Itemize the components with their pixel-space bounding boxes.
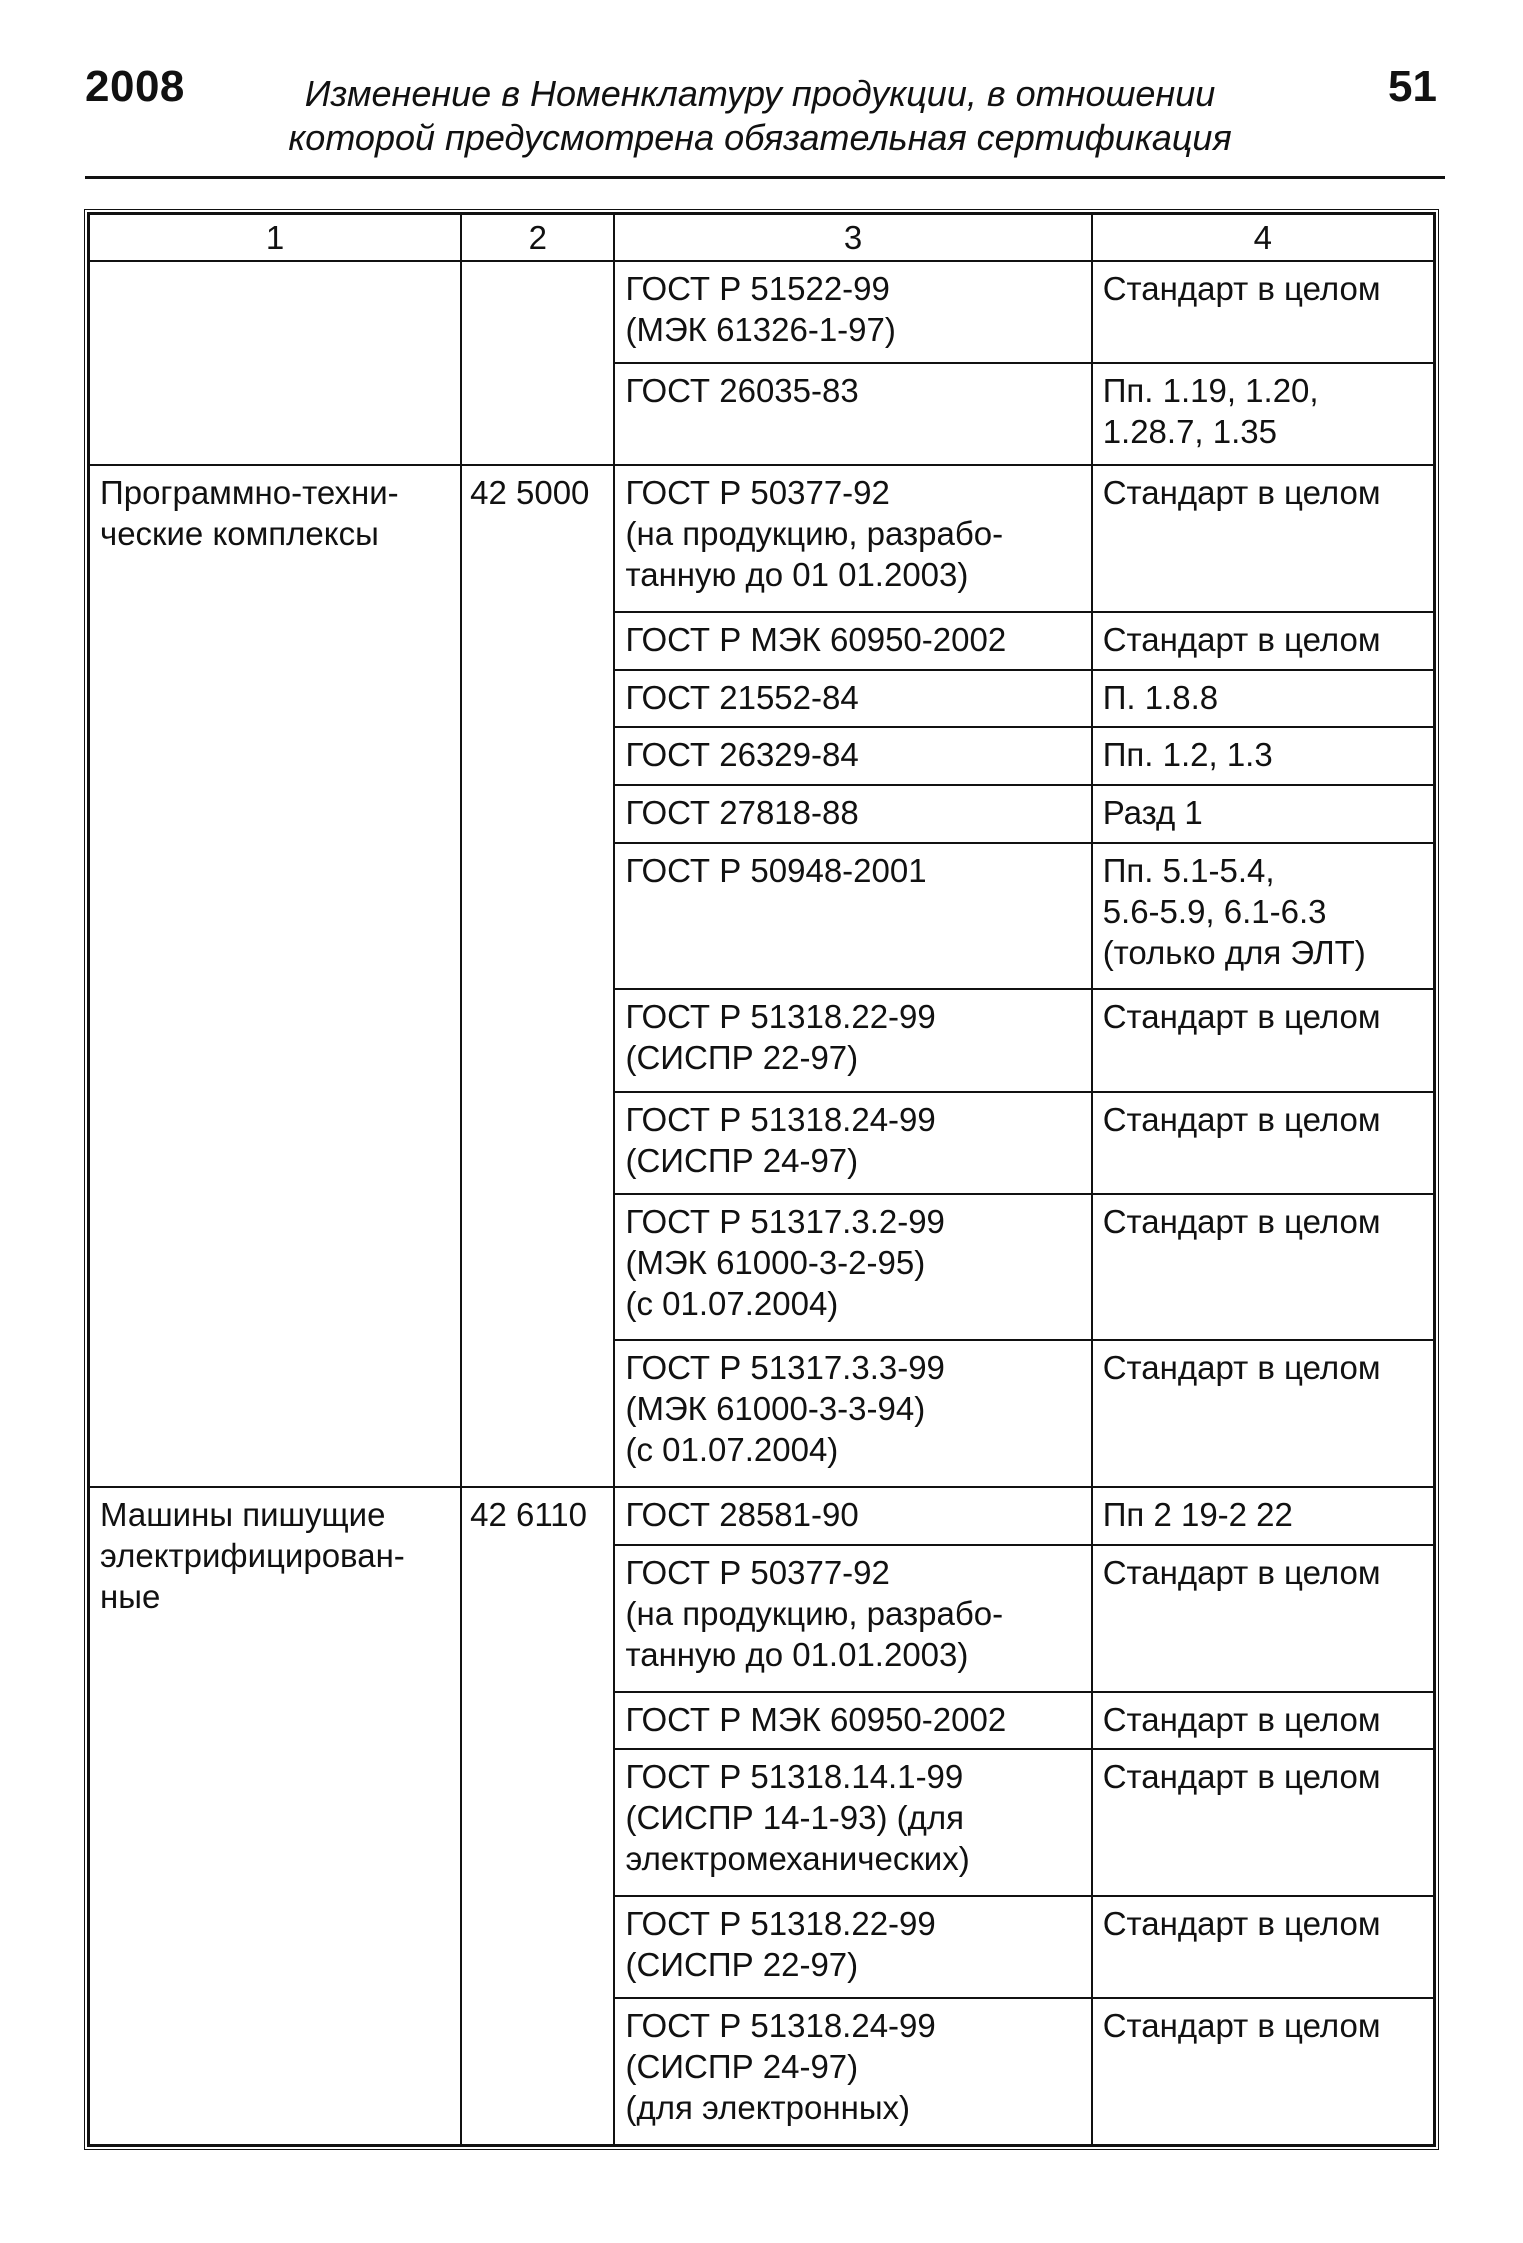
header-row bbox=[89, 214, 1434, 261]
standard-line: ГОСТ Р 51318.22-99 bbox=[625, 1904, 936, 1942]
standard-line: (с 01.07.2004) bbox=[625, 1431, 839, 1469]
scope-line: Стандарт в целом bbox=[1102, 1758, 1381, 1796]
scope-line: Пп. 1.2, 1.3 bbox=[1102, 736, 1273, 774]
standard-cell bbox=[614, 670, 1091, 728]
standard-line: ГОСТ 27818-88 bbox=[625, 793, 859, 831]
scope-cell bbox=[1092, 1998, 1434, 2145]
scope-line: Стандарт в целом bbox=[1102, 270, 1381, 307]
scope-line: 1.28.7, 1.35 bbox=[1102, 413, 1278, 451]
standard-line: ГОСТ Р 50377-92 bbox=[625, 1553, 890, 1591]
standard-cell bbox=[614, 1340, 1091, 1487]
product-name-line: ные bbox=[100, 1578, 161, 1616]
standard-line: (для электронных) bbox=[625, 2089, 911, 2127]
scope-cell bbox=[1092, 1692, 1434, 1750]
standard-cell bbox=[614, 465, 1091, 612]
standard-cell bbox=[614, 261, 1091, 363]
scope-line: Стандарт в целом bbox=[1102, 621, 1381, 659]
standards-table bbox=[88, 213, 1435, 2146]
header-divider bbox=[85, 176, 1445, 179]
standard-line: ГОСТ Р 50948-2001 bbox=[625, 851, 927, 889]
title-line-1: Изменение в Номенклатуру продукции, в отношении bbox=[304, 73, 1216, 114]
standard-line: ГОСТ Р 50377-92 bbox=[625, 474, 890, 512]
standard-line: (МЭК 61326-1-97) bbox=[625, 311, 896, 348]
scope-line: Стандарт в целом bbox=[1102, 998, 1381, 1036]
scope-cell bbox=[1092, 1092, 1434, 1194]
scope-cell bbox=[1092, 1194, 1434, 1341]
scope-line: Стандарт в целом bbox=[1102, 1904, 1381, 1942]
standard-line: (СИСПР 22-97) bbox=[625, 1039, 859, 1077]
scope-cell bbox=[1092, 261, 1434, 363]
table-row bbox=[89, 261, 1434, 363]
standard-line: ГОСТ 26035-83 bbox=[625, 372, 859, 410]
product-name-line: электрифицирован- bbox=[100, 1537, 405, 1575]
product-name-line: Программно-техни- bbox=[100, 474, 399, 512]
standard-cell bbox=[614, 843, 1091, 990]
standard-line: ГОСТ 21552-84 bbox=[625, 678, 859, 716]
scope-line: Стандарт в целом bbox=[1102, 1202, 1381, 1240]
page-title bbox=[230, 72, 1290, 160]
scope-line: Стандарт в целом bbox=[1102, 1553, 1381, 1591]
scope-line: Пп. 1.19, 1.20, bbox=[1102, 372, 1319, 410]
scope-cell bbox=[1092, 363, 1434, 465]
standard-cell bbox=[614, 1545, 1091, 1692]
scope-cell bbox=[1092, 612, 1434, 670]
scope-line: Разд 1 bbox=[1102, 793, 1203, 831]
scope-cell bbox=[1092, 989, 1434, 1091]
standard-line: ГОСТ Р 51317.3.2-99 bbox=[625, 1202, 945, 1240]
year-label: 2008 bbox=[85, 62, 185, 111]
standard-cell bbox=[614, 989, 1091, 1091]
certification-table bbox=[84, 209, 1439, 2150]
standard-line: танную до 01.01.2003) bbox=[625, 1635, 969, 1673]
standard-line: (СИСПР 22-97) bbox=[625, 1945, 859, 1983]
standard-line: (с 01.07.2004) bbox=[625, 1284, 839, 1322]
standard-line: ГОСТ Р 51318.14.1-99 bbox=[625, 1758, 964, 1796]
scope-cell bbox=[1092, 1896, 1434, 1998]
scope-line: Стандарт в целом bbox=[1102, 2007, 1381, 2045]
scope-cell bbox=[1092, 465, 1434, 612]
standard-line: (СИСПР 24-97) bbox=[625, 1141, 859, 1179]
standard-line: (МЭК 61000-3-2-95) bbox=[625, 1243, 926, 1281]
standard-line: (СИСПР 24-97) bbox=[625, 2048, 859, 2086]
standard-cell bbox=[614, 1692, 1091, 1750]
standard-cell bbox=[614, 1194, 1091, 1341]
scope-cell bbox=[1092, 727, 1434, 785]
table-row bbox=[89, 465, 1434, 612]
scope-cell bbox=[1092, 785, 1434, 843]
scope-cell bbox=[1092, 1340, 1434, 1487]
page-header bbox=[0, 0, 1523, 200]
product-name-line: ческие комплексы bbox=[100, 515, 379, 553]
scope-cell bbox=[1092, 843, 1434, 990]
scope-line: Стандарт в целом bbox=[1102, 1100, 1381, 1138]
product-code: 42 5000 bbox=[470, 474, 590, 512]
standard-line: ГОСТ Р 51318.24-99 bbox=[625, 2007, 936, 2045]
standard-line: ГОСТ Р 51522-99 bbox=[625, 270, 890, 307]
product-name-cell bbox=[89, 1487, 461, 2145]
table-row bbox=[89, 1487, 1434, 1545]
standard-line: ГОСТ Р МЭК 60950-2002 bbox=[625, 1700, 1007, 1738]
standard-cell bbox=[614, 363, 1091, 465]
scope-line: Стандарт в целом bbox=[1102, 474, 1381, 512]
standard-line: ГОСТ Р МЭК 60950-2002 bbox=[625, 621, 1007, 659]
standard-line: ГОСТ 28581-90 bbox=[625, 1496, 859, 1534]
title-line-2: которой предусмотрена обязательная сертификация bbox=[288, 117, 1232, 158]
scope-cell bbox=[1092, 1545, 1434, 1692]
product-code-cell bbox=[461, 465, 614, 1487]
standard-cell bbox=[614, 1998, 1091, 2145]
scope-cell bbox=[1092, 1487, 1434, 1545]
standard-line: ГОСТ Р 51318.24-99 bbox=[625, 1100, 936, 1138]
scope-line: Пп 2 19-2 22 bbox=[1102, 1496, 1293, 1534]
product-code: 42 6110 bbox=[470, 1496, 587, 1534]
standard-cell bbox=[614, 612, 1091, 670]
standard-line: (СИСПР 14-1-93) (для bbox=[625, 1799, 965, 1837]
scope-line: (только для ЭЛТ) bbox=[1102, 933, 1366, 971]
scope-line: Пп. 5.1-5.4, bbox=[1102, 851, 1275, 889]
product-name-cell bbox=[89, 261, 461, 465]
standard-line: ГОСТ Р 51317.3.3-99 bbox=[625, 1349, 945, 1387]
column-header: 2 bbox=[461, 214, 614, 261]
product-code-cell bbox=[461, 1487, 614, 2145]
scope-cell bbox=[1092, 1749, 1434, 1896]
page-number: 51 bbox=[1388, 62, 1437, 111]
column-header: 3 bbox=[614, 214, 1091, 261]
standard-line: (МЭК 61000-3-3-94) bbox=[625, 1390, 926, 1428]
standard-cell bbox=[614, 1896, 1091, 1998]
scope-cell bbox=[1092, 670, 1434, 728]
standard-cell bbox=[614, 1487, 1091, 1545]
standard-line: (на продукцию, разрабо- bbox=[625, 1594, 1004, 1632]
standard-line: электромеханических) bbox=[625, 1840, 970, 1878]
standard-cell bbox=[614, 1092, 1091, 1194]
product-name-line: Машины пишущие bbox=[100, 1496, 386, 1534]
column-header: 4 bbox=[1092, 214, 1434, 261]
standard-cell bbox=[614, 1749, 1091, 1896]
standard-line: танную до 01 01.2003) bbox=[625, 556, 969, 594]
scope-line: Стандарт в целом bbox=[1102, 1349, 1381, 1387]
scope-line: 5.6-5.9, 6.1-6.3 bbox=[1102, 892, 1327, 930]
standard-line: (на продукцию, разрабо- bbox=[625, 515, 1004, 553]
standard-cell bbox=[614, 785, 1091, 843]
scope-line: П. 1.8.8 bbox=[1102, 678, 1219, 716]
product-code-cell bbox=[461, 261, 614, 465]
column-header: 1 bbox=[89, 214, 461, 261]
standard-line: ГОСТ Р 51318.22-99 bbox=[625, 998, 936, 1036]
product-name-cell bbox=[89, 465, 461, 1487]
scope-line: Стандарт в целом bbox=[1102, 1700, 1381, 1738]
standard-line: ГОСТ 26329-84 bbox=[625, 736, 859, 774]
standard-cell bbox=[614, 727, 1091, 785]
